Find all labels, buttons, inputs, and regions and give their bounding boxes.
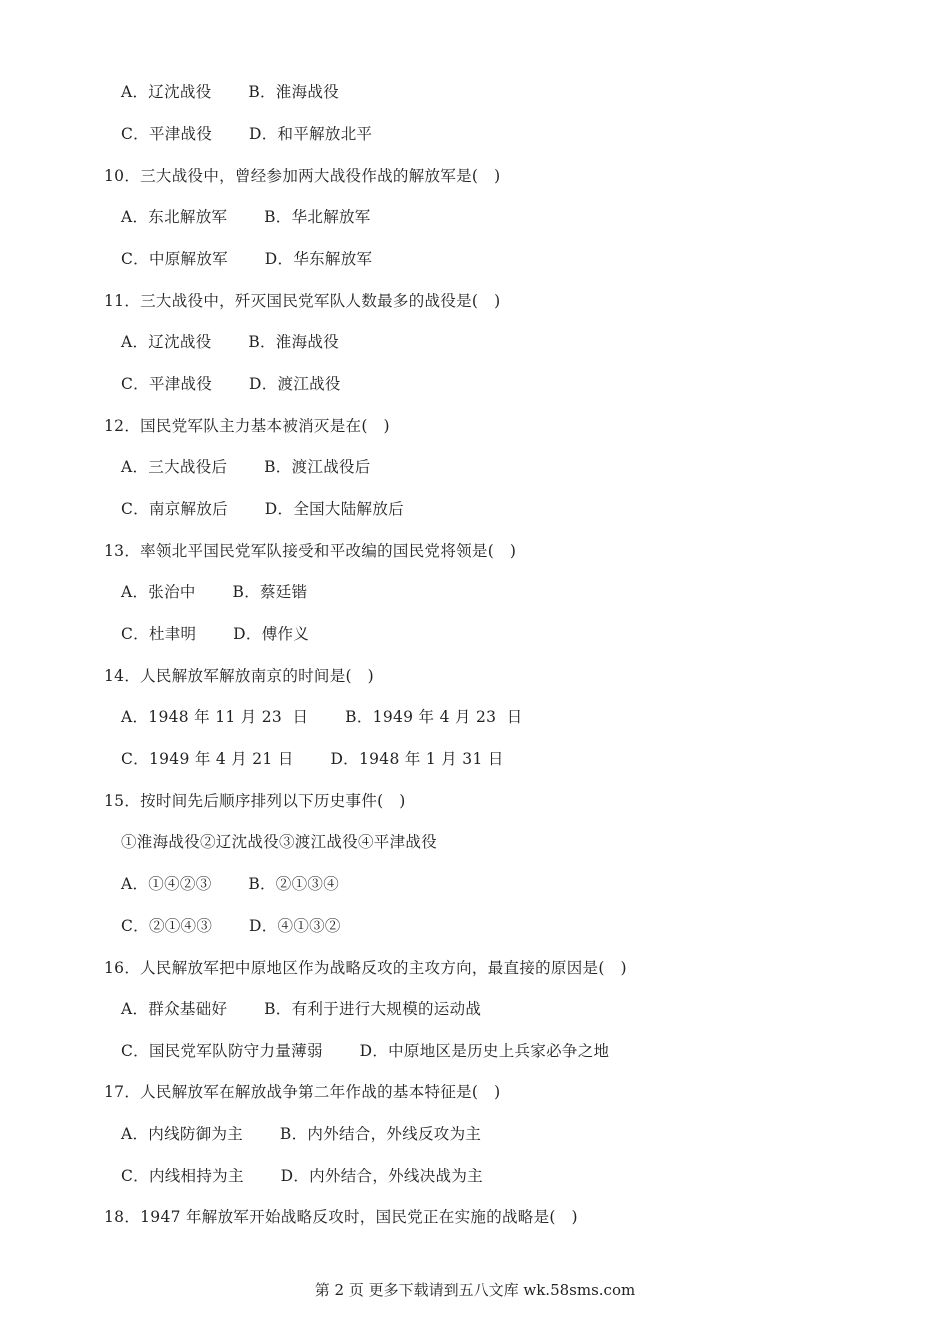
q14-stem: 14．人民解放军解放南京的时间是( ) xyxy=(104,667,375,685)
q15-stem: 15．按时间先后顺序排列以下历史事件( ) xyxy=(104,792,406,810)
q9-options-row2: C．平津战役 D．和平解放北平 xyxy=(121,125,373,143)
q16-stem: 16．人民解放军把中原地区作为战略反攻的主攻方向，最直接的原因是( ) xyxy=(104,959,627,977)
q15-options-row1: A．①④②③ B．②①③④ xyxy=(121,875,340,893)
q13-stem: 13．率领北平国民党军队接受和平改编的国民党将领是( ) xyxy=(104,542,517,560)
q12-options-row1: A．三大战役后 B．渡江战役后 xyxy=(121,458,371,476)
q17-options-row1: A．内线防御为主 B．内外结合，外线反攻为主 xyxy=(121,1125,482,1143)
q17-options-row2: C．内线相持为主 D．内外结合，外线决战为主 xyxy=(121,1167,483,1185)
q15-events: ①淮海战役②辽沈战役③渡江战役④平津战役 xyxy=(121,833,438,851)
q10-options-row1: A．东北解放军 B．华北解放军 xyxy=(121,208,371,226)
q10-stem: 10．三大战役中，曾经参加两大战役作战的解放军是( ) xyxy=(104,167,501,185)
q14-options-row2: C．1949 年 4 月 21 日 D．1948 年 1 月 31 日 xyxy=(121,750,504,768)
q16-options-row1: A．群众基础好 B．有利于进行大规模的运动战 xyxy=(121,1000,482,1018)
q11-stem: 11．三大战役中，歼灭国民党军队人数最多的战役是( ) xyxy=(104,292,501,310)
q13-options-row2: C．杜聿明 D．傅作义 xyxy=(121,625,310,643)
q15-options-row2: C．②①④③ D．④①③② xyxy=(121,917,341,935)
q11-options-row2: C．平津战役 D．渡江战役 xyxy=(121,375,341,393)
q18-stem: 18．1947 年解放军开始战略反攻时，国民党正在实施的战略是( ) xyxy=(104,1208,578,1226)
q14-options-row1: A．1948 年 11 月 23 日 B．1949 年 4 月 23 日 xyxy=(121,708,523,726)
q17-stem: 17．人民解放军在解放战争第二年作战的基本特征是( ) xyxy=(104,1083,501,1101)
q10-options-row2: C．中原解放军 D．华东解放军 xyxy=(121,250,373,268)
q13-options-row1: A．张治中 B．蔡廷锴 xyxy=(121,583,308,601)
q9-options-row1: A．辽沈战役 B．淮海战役 xyxy=(121,83,340,101)
q16-options-row2: C．国民党军队防守力量薄弱 D．中原地区是历史上兵家必争之地 xyxy=(121,1042,610,1060)
q11-options-row1: A．辽沈战役 B．淮海战役 xyxy=(121,333,340,351)
q12-options-row2: C．南京解放后 D．全国大陆解放后 xyxy=(121,500,404,518)
page-footer: 第 2 页 更多下载请到五八文库 wk.58sms.com xyxy=(314,1281,636,1299)
q12-stem: 12．国民党军队主力基本被消灭是在( ) xyxy=(104,417,390,435)
